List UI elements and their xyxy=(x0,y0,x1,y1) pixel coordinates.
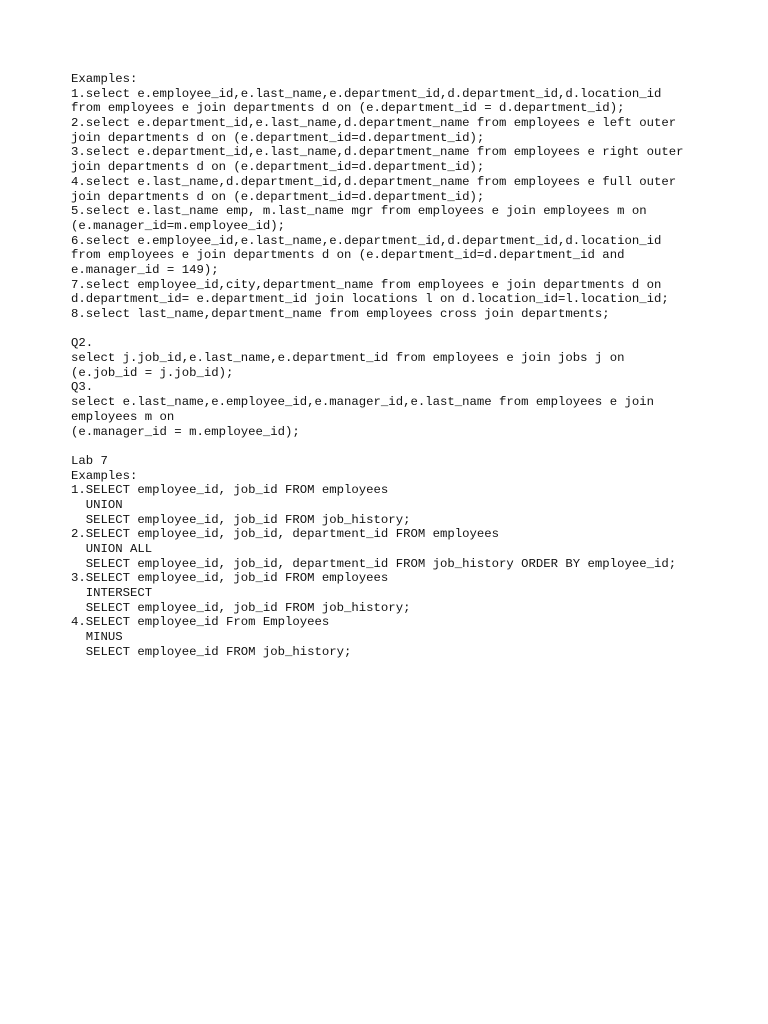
blank-line xyxy=(71,439,751,454)
blank-line xyxy=(71,322,751,337)
text-line: Q2. xyxy=(71,336,94,351)
text-line: join departments d on (e.department_id=d.department_id); xyxy=(71,130,485,145)
text-line: Examples: xyxy=(71,468,138,483)
text-line: d.department_id= e.department_id join locations l on d.location_id=l.location_id; xyxy=(71,292,669,307)
text-line: 5.select e.last_name emp, m.last_name mgr from employees e join employees m on xyxy=(71,204,647,219)
text-line: UNION ALL xyxy=(71,542,153,556)
text-line: 2.select e.department_id,e.last_name,d.department_name from employees e left outer xyxy=(71,116,677,131)
document-page xyxy=(71,72,751,660)
text-line: join departments d on (e.department_id=d.department_id); xyxy=(71,189,485,204)
text-line: SELECT employee_id FROM job_history; xyxy=(71,644,352,659)
text-line: 3.select e.department_id,e.last_name,d.department_name from employees e right outer xyxy=(71,145,684,160)
text-line: SELECT employee_id, job_id, department_id FROM job_history ORDER BY employee_id; xyxy=(71,556,677,571)
text-line: Examples: xyxy=(71,72,138,86)
text-line: INTERSECT xyxy=(71,586,153,601)
text-line: 1.SELECT employee_id, job_id FROM employees xyxy=(71,483,389,498)
text-line: 7.select employee_id,city,department_name from employees e join departments d on xyxy=(71,277,662,292)
text-line: (e.manager_id=m.employee_id); xyxy=(71,218,286,233)
text-line: 8.select last_name,department_name from employees cross join departments; xyxy=(71,307,610,321)
text-line: join departments d on (e.department_id=d.department_id); xyxy=(71,160,485,175)
text-line: from employees e join departments d on (e.department_id=d.department_id and xyxy=(71,248,625,263)
text-line: UNION xyxy=(71,497,123,512)
text-line: SELECT employee_id, job_id FROM job_history; xyxy=(71,512,411,527)
text-line: 4.SELECT employee_id From Employees xyxy=(71,615,330,630)
text-line: 3.SELECT employee_id, job_id FROM employees xyxy=(71,571,389,586)
text-line: SELECT employee_id, job_id FROM job_history; xyxy=(71,600,411,615)
text-line: MINUS xyxy=(71,630,123,645)
text-line: from employees e join departments d on (e.department_id = d.department_id); xyxy=(71,101,625,116)
text-line: Lab 7 xyxy=(71,453,108,468)
text-line: e.manager_id = 149); xyxy=(71,262,219,277)
text-line: select e.last_name,e.employee_id,e.manager_id,e.last_name from employees e join xyxy=(71,395,654,410)
text-line: Q3. xyxy=(71,380,94,395)
text-line: employees m on xyxy=(71,409,175,424)
text-line: 6.select e.employee_id,e.last_name,e.department_id,d.department_id,d.location_id xyxy=(71,233,662,248)
text-line: 2.SELECT employee_id, job_id, department_id FROM employees xyxy=(71,527,500,542)
text-line: 4.select e.last_name,d.department_id,d.department_name from employees e full outer xyxy=(71,174,677,189)
text-line: select j.job_id,e.last_name,e.department_id from employees e join jobs j on xyxy=(71,351,625,366)
text-line: (e.job_id = j.job_id); xyxy=(71,365,234,380)
text-line: (e.manager_id = m.employee_id); xyxy=(71,424,300,439)
text-line: 1.select e.employee_id,e.last_name,e.department_id,d.department_id,d.location_id xyxy=(71,86,662,101)
